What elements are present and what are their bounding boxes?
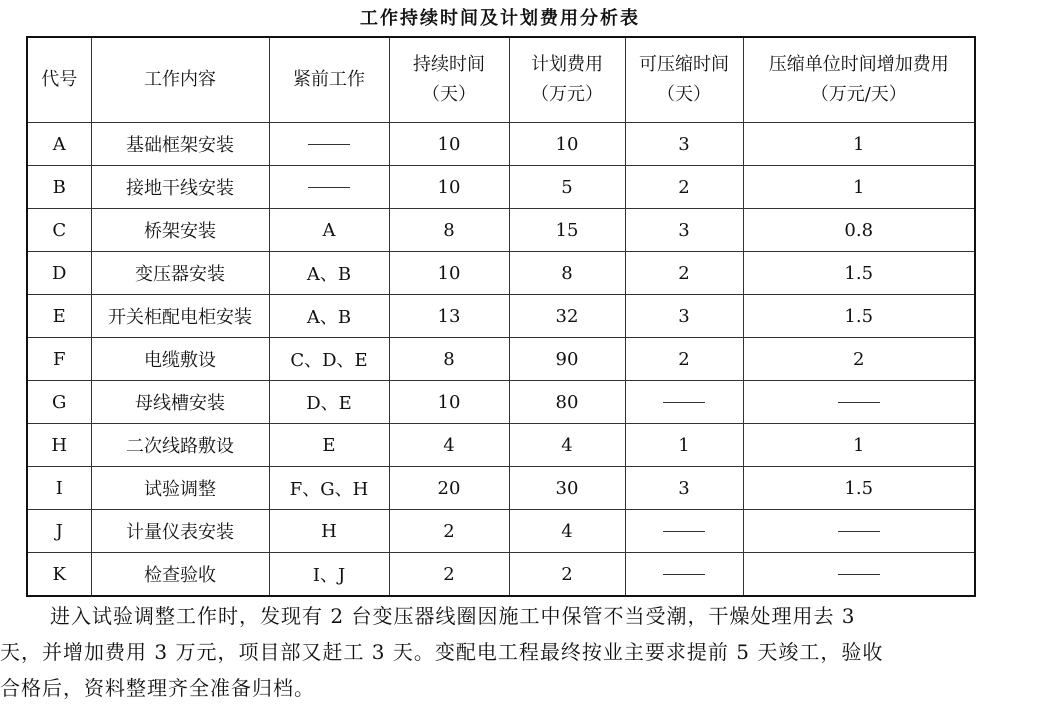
code-cell: B bbox=[27, 166, 91, 209]
cost-cell: 8 bbox=[509, 252, 625, 295]
compress-cell: 3 bbox=[625, 123, 743, 166]
compress-cell: 2 bbox=[625, 338, 743, 381]
cost-cell: 2 bbox=[509, 553, 625, 597]
cost-cell: 4 bbox=[509, 424, 625, 467]
predecessor-cell: A、B bbox=[269, 252, 389, 295]
unit-cost-cell: 1.5 bbox=[743, 295, 975, 338]
code-cell: G bbox=[27, 381, 91, 424]
content-cell: 试验调整 bbox=[91, 467, 269, 510]
unit-cost-cell: 1 bbox=[743, 424, 975, 467]
content-cell: 桥架安装 bbox=[91, 209, 269, 252]
predecessor-cell: C、D、E bbox=[269, 338, 389, 381]
empty-dash bbox=[838, 402, 880, 403]
predecessor-cell bbox=[269, 123, 389, 166]
content-cell: 检查验收 bbox=[91, 553, 269, 597]
empty-dash bbox=[838, 531, 880, 532]
duration-cell: 8 bbox=[389, 209, 509, 252]
predecessor-cell: F、G、H bbox=[269, 467, 389, 510]
compress-cell: 2 bbox=[625, 252, 743, 295]
column-header-label: 代号 bbox=[41, 69, 78, 90]
code-cell: C bbox=[27, 209, 91, 252]
content-cell: 接地干线安装 bbox=[91, 166, 269, 209]
duration-cell: 20 bbox=[389, 467, 509, 510]
column-header-label: 持续时间 bbox=[413, 54, 485, 75]
table-row bbox=[27, 295, 975, 338]
cost-cell: 90 bbox=[509, 338, 625, 381]
code-cell: K bbox=[27, 553, 91, 597]
table-row bbox=[27, 553, 975, 597]
table-title: 工作持续时间及计划费用分析表 bbox=[360, 8, 640, 29]
table-row bbox=[27, 166, 975, 209]
code-cell: E bbox=[27, 295, 91, 338]
empty-dash bbox=[663, 574, 705, 575]
duration-cell: 2 bbox=[389, 553, 509, 597]
code-cell: A bbox=[27, 123, 91, 166]
paragraph-line: 合格后，资料整理齐全准备归档。 bbox=[0, 676, 315, 700]
content-cell: 基础框架安装 bbox=[91, 123, 269, 166]
unit-cost-cell: 1.5 bbox=[743, 252, 975, 295]
column-header bbox=[625, 37, 743, 123]
analysis-table bbox=[26, 36, 976, 597]
cost-cell: 32 bbox=[509, 295, 625, 338]
unit-cost-cell: 1.5 bbox=[743, 467, 975, 510]
column-header bbox=[269, 37, 389, 123]
table-row bbox=[27, 209, 975, 252]
table-header bbox=[27, 37, 975, 123]
column-header bbox=[91, 37, 269, 123]
compress-cell: 1 bbox=[625, 424, 743, 467]
empty-dash bbox=[838, 574, 880, 575]
cost-cell: 15 bbox=[509, 209, 625, 252]
column-header-label: 压缩单位时间增加费用 bbox=[768, 54, 949, 75]
duration-cell: 4 bbox=[389, 424, 509, 467]
code-cell: I bbox=[27, 467, 91, 510]
header-row bbox=[27, 37, 975, 123]
duration-cell: 10 bbox=[389, 166, 509, 209]
compress-cell: 2 bbox=[625, 166, 743, 209]
column-header bbox=[27, 37, 91, 123]
paragraph-line: 天，并增加费用 3 万元，项目部又赶工 3 天。变配电工程最终按业主要求提前 5 天竣工，验收 bbox=[0, 640, 884, 664]
unit-cost-cell bbox=[743, 553, 975, 597]
table-row bbox=[27, 252, 975, 295]
predecessor-cell: D、E bbox=[269, 381, 389, 424]
column-header-label: 计划费用 bbox=[531, 54, 603, 75]
code-cell: J bbox=[27, 510, 91, 553]
table-row bbox=[27, 467, 975, 510]
column-header-label: 紧前工作 bbox=[293, 69, 365, 90]
column-header bbox=[389, 37, 509, 123]
duration-cell: 10 bbox=[389, 123, 509, 166]
predecessor-cell: H bbox=[269, 510, 389, 553]
cost-cell: 30 bbox=[509, 467, 625, 510]
compress-cell bbox=[625, 381, 743, 424]
content-cell: 母线槽安装 bbox=[91, 381, 269, 424]
cost-cell: 5 bbox=[509, 166, 625, 209]
column-header-unit: （天） bbox=[422, 84, 476, 105]
duration-cell: 2 bbox=[389, 510, 509, 553]
compress-cell bbox=[625, 553, 743, 597]
compress-cell: 3 bbox=[625, 467, 743, 510]
table-row bbox=[27, 123, 975, 166]
duration-cell: 13 bbox=[389, 295, 509, 338]
cost-cell: 4 bbox=[509, 510, 625, 553]
table-body bbox=[27, 123, 975, 597]
cost-cell: 80 bbox=[509, 381, 625, 424]
cost-cell: 10 bbox=[509, 123, 625, 166]
code-cell: F bbox=[27, 338, 91, 381]
content-cell: 电缆敷设 bbox=[91, 338, 269, 381]
column-header-label: 工作内容 bbox=[144, 69, 216, 90]
predecessor-cell: A bbox=[269, 209, 389, 252]
column-header-label: 可压缩时间 bbox=[639, 54, 729, 75]
table-row bbox=[27, 424, 975, 467]
compress-cell bbox=[625, 510, 743, 553]
empty-dash bbox=[663, 531, 705, 532]
unit-cost-cell bbox=[743, 510, 975, 553]
content-cell: 计量仪表安装 bbox=[91, 510, 269, 553]
unit-cost-cell: 2 bbox=[743, 338, 975, 381]
predecessor-cell: I、J bbox=[269, 553, 389, 597]
predecessor-cell bbox=[269, 166, 389, 209]
duration-cell: 10 bbox=[389, 381, 509, 424]
content-cell: 二次线路敷设 bbox=[91, 424, 269, 467]
duration-cell: 10 bbox=[389, 252, 509, 295]
unit-cost-cell: 1 bbox=[743, 123, 975, 166]
content-cell: 开关柜配电柜安装 bbox=[91, 295, 269, 338]
compress-cell: 3 bbox=[625, 295, 743, 338]
duration-cell: 8 bbox=[389, 338, 509, 381]
empty-dash bbox=[308, 144, 350, 145]
column-header-unit: （万元） bbox=[531, 84, 603, 105]
compress-cell: 3 bbox=[625, 209, 743, 252]
predecessor-cell: A、B bbox=[269, 295, 389, 338]
empty-dash bbox=[308, 187, 350, 188]
empty-dash bbox=[663, 402, 705, 403]
column-header-unit: （天） bbox=[657, 84, 711, 105]
unit-cost-cell bbox=[743, 381, 975, 424]
table-row bbox=[27, 338, 975, 381]
predecessor-cell: E bbox=[269, 424, 389, 467]
paragraph-line: 进入试验调整工作时，发现有 2 台变压器线圈因施工中保管不当受潮，干燥处理用去 3 bbox=[50, 604, 856, 628]
content-cell: 变压器安装 bbox=[91, 252, 269, 295]
column-header bbox=[743, 37, 975, 123]
unit-cost-cell: 0.8 bbox=[743, 209, 975, 252]
unit-cost-cell: 1 bbox=[743, 166, 975, 209]
code-cell: H bbox=[27, 424, 91, 467]
table-row bbox=[27, 510, 975, 553]
table-row bbox=[27, 381, 975, 424]
code-cell: D bbox=[27, 252, 91, 295]
description-paragraph bbox=[0, 598, 1010, 706]
column-header-unit: （万元/天） bbox=[810, 84, 907, 105]
column-header bbox=[509, 37, 625, 123]
